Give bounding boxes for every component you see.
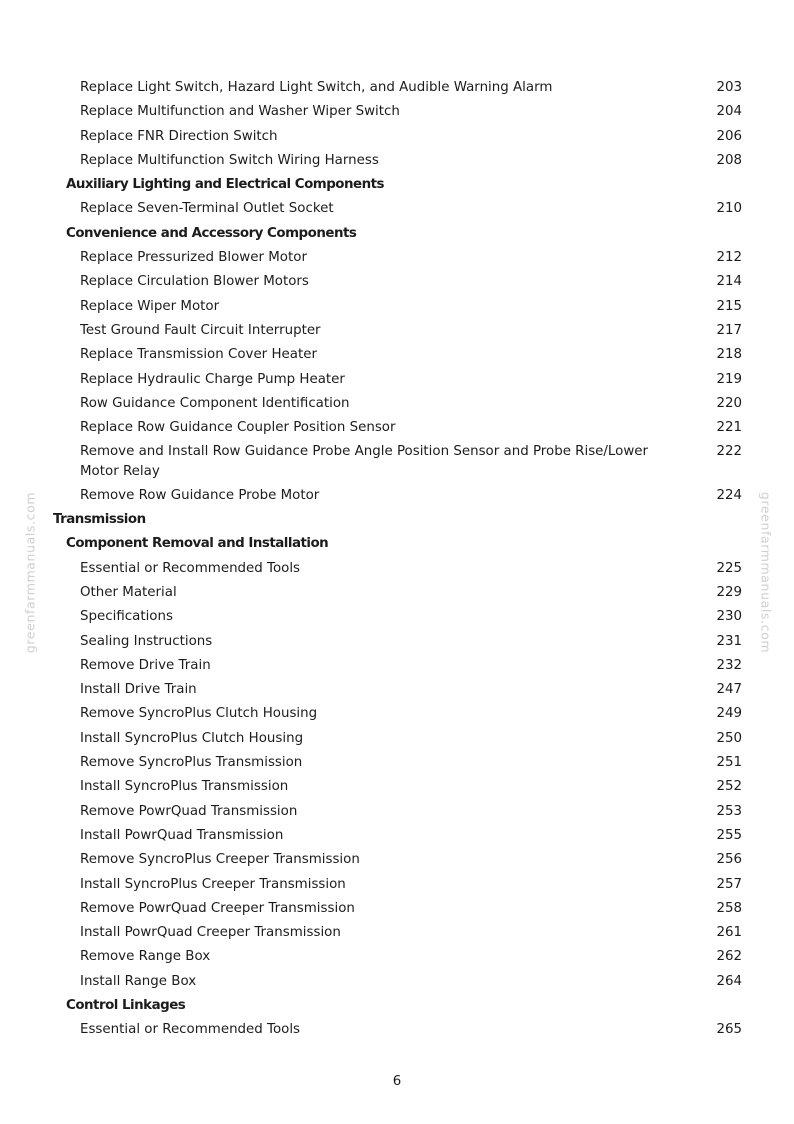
toc-entry-page: 215	[716, 298, 742, 314]
toc-entry[interactable]	[0, 102, 794, 126]
toc-entry-page: 224	[716, 487, 742, 503]
toc-entry-title: Remove SyncroPlus Transmission	[80, 755, 303, 771]
toc-entry-title: Replace Transmission Cover Heater	[80, 347, 317, 363]
toc-entry-title: Remove Row Guidance Probe Motor	[80, 487, 320, 503]
toc-entry-page: 220	[716, 395, 742, 411]
toc-entry-page: 212	[716, 250, 742, 266]
toc-entry[interactable]	[0, 248, 794, 272]
toc-entry-page: 258	[716, 900, 742, 916]
toc-entry[interactable]	[0, 370, 794, 394]
toc-entry[interactable]	[0, 127, 794, 151]
toc-entry[interactable]	[0, 656, 794, 680]
toc-entry-title: Control Linkages	[66, 997, 186, 1013]
toc-chapter-heading[interactable]	[0, 510, 794, 534]
toc-entry[interactable]	[0, 394, 794, 418]
toc-entry-page: 210	[716, 201, 742, 217]
toc-entry[interactable]	[0, 753, 794, 777]
toc-entry[interactable]	[0, 802, 794, 826]
toc-entry[interactable]	[0, 1020, 794, 1044]
toc-entry[interactable]	[0, 272, 794, 296]
toc-entry-page: 218	[716, 347, 742, 363]
toc-entry-page: 231	[716, 633, 742, 649]
toc-entry-page: 252	[716, 779, 742, 795]
toc-entry-page: 255	[716, 827, 742, 843]
toc-entry-title: Remove and Install Row Guidance Probe Angle Position Sensor and Probe Rise/Lower Motor Relay	[80, 444, 649, 480]
toc-entry-title: Transmission	[53, 512, 146, 528]
toc-entry-page: 204	[716, 104, 742, 120]
toc-entry[interactable]	[0, 442, 794, 485]
toc-entry-title: Install PowrQuad Transmission	[80, 827, 284, 843]
toc-entry[interactable]	[0, 486, 794, 510]
toc-entry[interactable]	[0, 607, 794, 631]
toc-entry-page: 230	[716, 609, 742, 625]
toc-entry-page: 247	[716, 682, 742, 698]
toc-entry-title: Specifications	[80, 609, 173, 625]
toc-entry-page: 225	[716, 560, 742, 576]
toc-entry-title: Remove SyncroPlus Creeper Transmission	[80, 852, 360, 868]
toc-entry-title: Test Ground Fault Circuit Interrupter	[80, 322, 321, 338]
toc-entry-title: Replace Hydraulic Charge Pump Heater	[80, 371, 345, 387]
toc-entry-page: 219	[716, 371, 742, 387]
toc-entry[interactable]	[0, 151, 794, 175]
toc-entry[interactable]	[0, 923, 794, 947]
toc-entry[interactable]	[0, 297, 794, 321]
toc-entry[interactable]	[0, 321, 794, 345]
toc-entry-title: Install SyncroPlus Clutch Housing	[80, 730, 304, 746]
toc-entry-title: Row Guidance Component Identification	[80, 395, 350, 411]
page-number: 6	[392, 1074, 402, 1089]
table-of-contents	[0, 78, 794, 1045]
toc-entry-title: Replace Wiper Motor	[80, 298, 220, 314]
toc-entry[interactable]	[0, 777, 794, 801]
toc-entry-page: 251	[716, 755, 742, 771]
toc-entry-page: 250	[716, 730, 742, 746]
toc-entry-page: 232	[716, 657, 742, 673]
toc-entry-page: 214	[716, 274, 742, 290]
toc-entry-page: 229	[716, 584, 742, 600]
toc-section-heading[interactable]	[0, 175, 794, 199]
toc-entry[interactable]	[0, 199, 794, 223]
toc-entry-page: 249	[716, 706, 742, 722]
toc-entry-title: Install Range Box	[80, 973, 197, 989]
toc-entry-title: Replace Pressurized Blower Motor	[80, 250, 307, 266]
toc-section-heading[interactable]	[0, 224, 794, 248]
toc-entry-page: 253	[716, 803, 742, 819]
toc-entry-page: 256	[716, 852, 742, 868]
toc-entry[interactable]	[0, 583, 794, 607]
toc-entry-page: 257	[716, 876, 742, 892]
toc-entry-title: Install SyncroPlus Transmission	[80, 779, 289, 795]
toc-entry-title: Remove Range Box	[80, 949, 211, 965]
toc-entry[interactable]	[0, 680, 794, 704]
toc-entry-page: 265	[716, 1022, 742, 1038]
toc-entry-title: Auxiliary Lighting and Electrical Components	[66, 177, 385, 193]
toc-entry[interactable]	[0, 947, 794, 971]
toc-entry-title: Sealing Instructions	[80, 633, 213, 649]
toc-section-heading[interactable]	[0, 534, 794, 558]
toc-entry-page: 208	[716, 152, 742, 168]
toc-entry-page: 203	[716, 80, 742, 95]
toc-entry-page: 221	[716, 420, 742, 436]
toc-entry-title: Convenience and Accessory Components	[66, 225, 357, 241]
toc-entry-title: Component Removal and Installation	[66, 536, 329, 552]
toc-entry-title: Install PowrQuad Creeper Transmission	[80, 925, 341, 941]
toc-entry-title: Replace Light Switch, Hazard Light Switch, and Audible Warning Alarm	[80, 80, 553, 95]
toc-entry-title: Replace Row Guidance Coupler Position Sensor	[80, 420, 396, 436]
toc-entry-page: 206	[716, 128, 742, 144]
toc-entry-page: 222	[716, 444, 742, 460]
toc-section-heading[interactable]	[0, 996, 794, 1020]
watermark-left: greenfarmmanuals.com	[22, 491, 38, 654]
toc-entry-title: Replace Multifunction and Washer Wiper Switch	[80, 104, 400, 120]
toc-entry[interactable]	[0, 850, 794, 874]
toc-entry-page: 264	[716, 973, 742, 989]
toc-entry-title: Replace Multifunction Switch Wiring Harness	[80, 152, 379, 168]
toc-entry-title: Install Drive Train	[80, 682, 197, 698]
toc-entry-page: 262	[716, 949, 742, 965]
toc-entry-title: Essential or Recommended Tools	[80, 560, 301, 576]
toc-entry-page: 261	[716, 925, 742, 941]
toc-entry-title: Remove PowrQuad Creeper Transmission	[80, 900, 355, 916]
toc-entry[interactable]	[0, 704, 794, 728]
toc-entry-title: Replace Seven-Terminal Outlet Socket	[80, 201, 334, 217]
toc-entry-title: Remove PowrQuad Transmission	[80, 803, 298, 819]
toc-entry-title: Install SyncroPlus Creeper Transmission	[80, 876, 346, 892]
toc-entry[interactable]	[0, 972, 794, 996]
toc-entry[interactable]	[0, 78, 794, 102]
toc-entry[interactable]	[0, 418, 794, 442]
toc-entry[interactable]	[0, 345, 794, 369]
toc-entry-title: Remove SyncroPlus Clutch Housing	[80, 706, 318, 722]
toc-entry-title: Other Material	[80, 584, 177, 600]
toc-entry-title: Essential or Recommended Tools	[80, 1022, 301, 1038]
toc-entry-title: Replace Circulation Blower Motors	[80, 274, 309, 290]
toc-entry[interactable]	[0, 875, 794, 899]
toc-entry-title: Remove Drive Train	[80, 657, 211, 673]
toc-entry[interactable]	[0, 826, 794, 850]
toc-entry[interactable]	[0, 632, 794, 656]
toc-entry-title: Replace FNR Direction Switch	[80, 128, 278, 144]
toc-entry[interactable]	[0, 729, 794, 753]
toc-entry-page: 217	[716, 322, 742, 338]
toc-entry[interactable]	[0, 899, 794, 923]
watermark-right: greenfarmmanuals.com	[758, 491, 774, 654]
toc-entry[interactable]	[0, 559, 794, 583]
